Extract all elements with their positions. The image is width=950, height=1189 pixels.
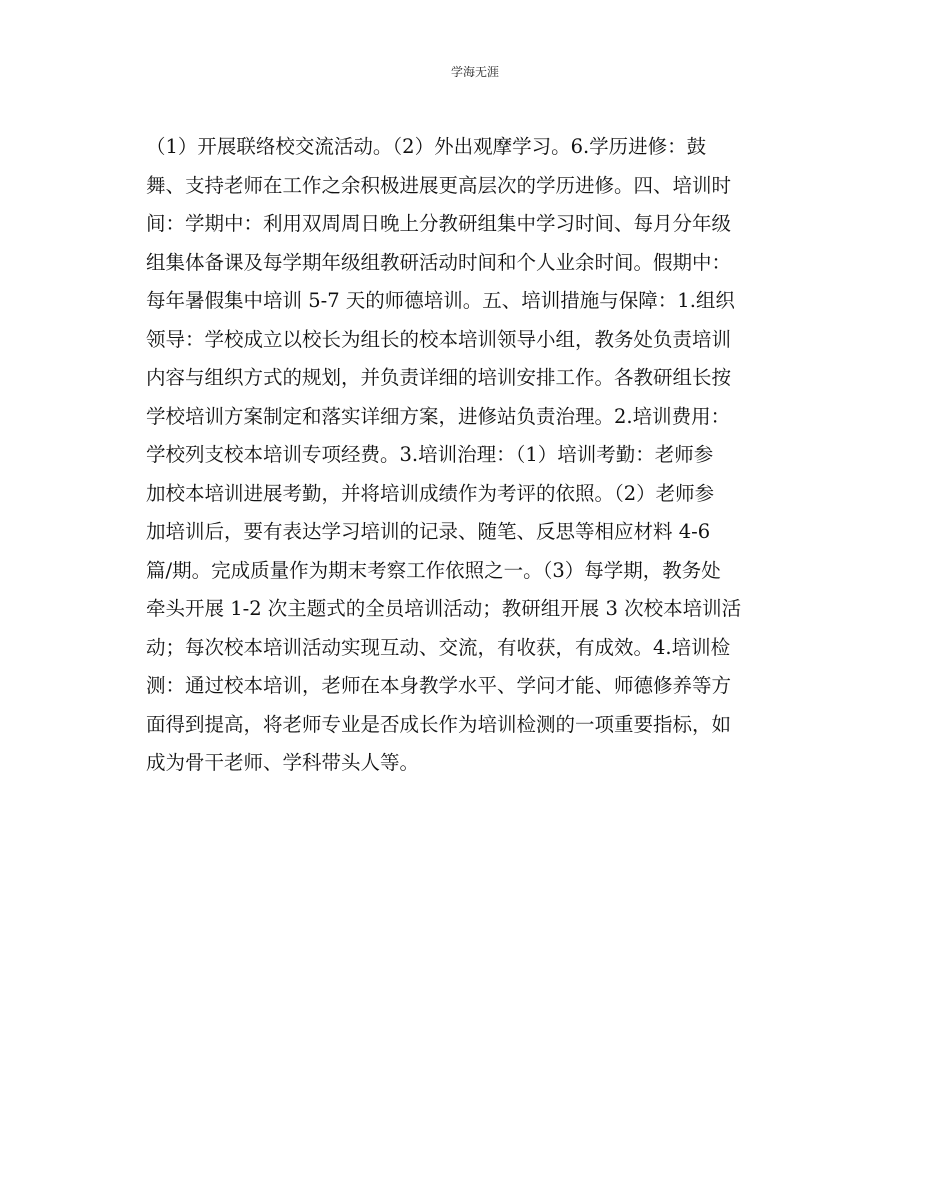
page-header: 学海无涯	[450, 65, 499, 79]
text-line: 成为骨干老师、学科带头人等。	[146, 751, 420, 774]
text-line: 组集体备课及每学期年级组教研活动时间和个人业余时间。假期中：	[146, 250, 732, 274]
text-line: 篇/期。完成质量作为期末考察工作依照之一。（3）每学期，教务处	[146, 558, 721, 582]
text-line: 加培训后，要有表达学习培训的记录、随笔、反思等相应材料 4-6	[146, 520, 711, 543]
text-line: 测：通过校本培训，老师在本身教学水平、学问才能、师德修养等方	[146, 674, 732, 697]
text-line: 内容与组织方式的规划，并负责详细的培训安排工作。各教研组长按	[146, 366, 732, 389]
text-line: 加校本培训进展考勤，并将培训成绩作为考评的依照。（2）老师参	[146, 481, 715, 505]
text-line: 领导：学校成立以校长为组长的校本培训领导小组，教务处负责培训	[146, 327, 732, 351]
text-line: 面得到提高，将老师专业是否成长作为培训检测的一项重要指标，如	[146, 712, 732, 736]
text-line: （1）开展联络校交流活动。（2）外出观摩学习。6.学历进修：鼓	[146, 135, 707, 158]
text-line: 每年暑假集中培训 5-7 天的师德培训。五、培训措施与保障：1.组织	[146, 289, 735, 312]
text-line: 间：学期中：利用双周周日晚上分教研组集中学习时间、每月分年级	[146, 212, 732, 235]
text-line: 动；每次校本培训活动实现互动、交流，有收获，有成效。4.培训检	[146, 635, 731, 659]
text-line: 舞、支持老师在工作之余积极进展更高层次的学历进修。四、培训时	[146, 173, 732, 197]
body-text	[146, 128, 806, 783]
text-line: 牵头开展 1-2 次主题式的全员培训活动；教研组开展 3 次校本培训活	[146, 597, 742, 620]
text-line: 学校培训方案制定和落实详细方案，进修站负责治理。2.培训费用：	[146, 404, 731, 428]
text-line: 学校列支校本培训专项经费。3.培训治理：（1）培训考勤：老师参	[146, 443, 714, 466]
